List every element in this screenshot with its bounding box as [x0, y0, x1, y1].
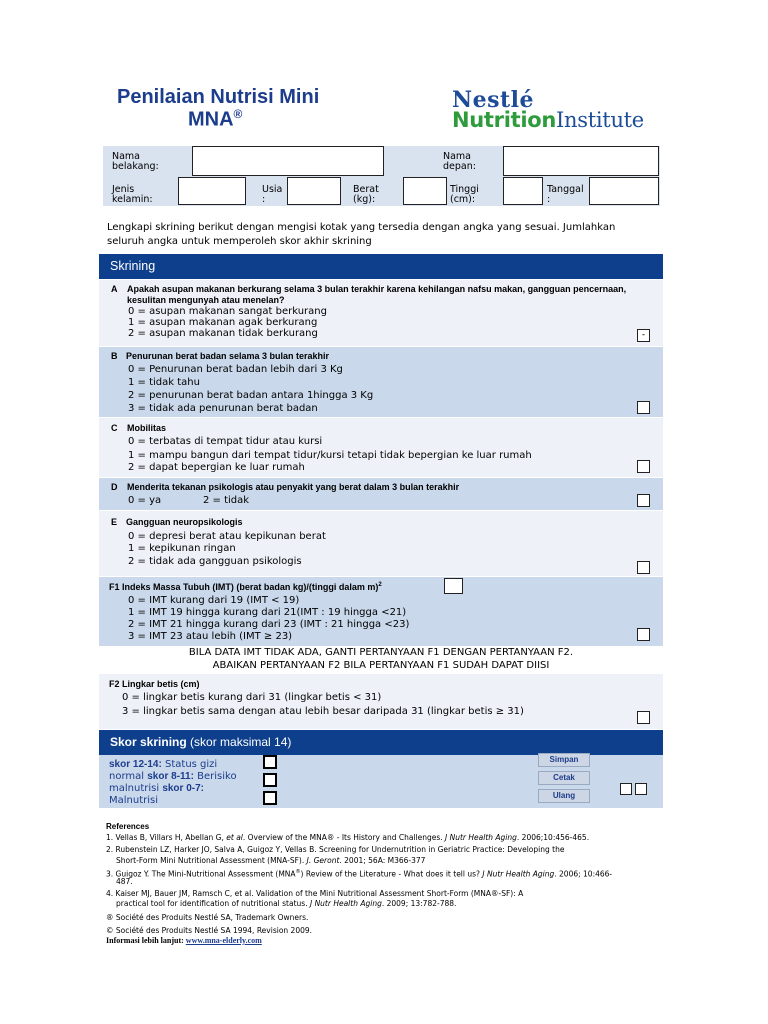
question-b-option-0: 0 = Penurunan berat badan lebih dari 3 Kg: [128, 364, 343, 375]
question-c-option-1: 1 = mampu bangun dari tempat tidur/kursi tetapi tidak bepergian ke luar rumah: [128, 450, 532, 461]
nutrition-institute-logo: [452, 108, 644, 132]
reference-2-part-b: Short-Form Mini Nutritional Assessment (MNA-SF).: [116, 856, 307, 865]
reference-3-line-1: [106, 868, 612, 879]
surname-label: Nama belakang:: [112, 151, 159, 172]
surname-field[interactable]: [192, 146, 384, 176]
reference-4-part-b: practical tool for identification of nutritional status.: [116, 899, 310, 908]
bmi-input-box[interactable]: [444, 578, 463, 594]
reference-3-line-2: 487.: [116, 877, 133, 886]
question-a-letter: A: [111, 284, 118, 294]
question-f2-option-0: 0 = lingkar betis kurang dari 31 (lingkar betis < 31): [122, 692, 382, 703]
normal-status-checkbox[interactable]: [263, 755, 277, 769]
date-label: Tanggal :: [547, 184, 584, 205]
nestle-logo-text: Nestlé: [452, 87, 535, 113]
registered-mark: ®: [233, 107, 243, 121]
mna-title: MNA: [188, 108, 234, 131]
question-f1-option-2: 2 = IMT 21 hingga kurang dari 23 (IMT : 21 hingga <23): [128, 619, 410, 630]
score-range-risk: skor 8-11:: [147, 771, 194, 782]
reference-2-part-d: . 2001; 56A: M366-377: [339, 856, 426, 865]
score-subtitle: (skor maksimal 14): [190, 735, 292, 749]
question-e-letter: E: [111, 517, 118, 527]
score-range-malnourished: skor 0-7:: [162, 783, 204, 794]
reference-3-part-b: ) Review of the Literature - What does it tell us?: [300, 869, 483, 879]
f-note-line-1: BILA DATA IMT TIDAK ADA, GANTI PERTANYAAN F1 DENGAN PERTANYAAN F2.: [188, 647, 574, 658]
height-label: Tinggi (cm):: [450, 184, 479, 205]
question-e-option-1: 1 = kepikunan ringan: [128, 543, 236, 554]
reference-1-part-b: et al: [226, 833, 243, 842]
reference-1: [106, 833, 589, 842]
question-a-option-1: 1 = asupan makanan agak berkurang: [128, 317, 318, 328]
reference-2-journal: J. Geront: [306, 856, 340, 865]
question-c-option-2: 2 = dapat bepergian ke luar rumah: [128, 462, 305, 473]
reference-1-journal: J Nutr Health Aging: [445, 833, 517, 842]
question-a-text: Apakah asupan makanan berkurang selama 3 bulan terakhir karena kehilangan nafsu makan, gangguan pencernaan, kesulitan mengunyah atau menelan?: [127, 284, 627, 305]
more-info-link[interactable]: www.mna-elderly.com: [185, 936, 262, 945]
save-button[interactable]: Simpan: [538, 753, 590, 767]
question-d-text: Menderita tekanan psikologis atau penyakit yang berat dalam 3 bulan terakhir: [127, 482, 460, 492]
date-field[interactable]: [589, 177, 659, 205]
question-a-option-2: 2 = asupan makanan tidak berkurang: [128, 328, 318, 339]
score-title: Skor skrining: [110, 735, 187, 749]
screening-header: Skrining: [99, 254, 663, 279]
score-header: [99, 730, 663, 755]
f-note-line-2: ABAIKAN PERTANYAAN F2 BILA PERTANYAAN F1 SUDAH DAPAT DIISI: [212, 660, 550, 671]
reset-button[interactable]: Ulang: [538, 789, 590, 803]
logo-institute: Institute: [556, 108, 644, 132]
score-text-risk: Berisiko: [197, 771, 237, 782]
instructions-text: Lengkapi skrining berikut dengan mengisi kotak yang tersedia dengan angka yang sesuai. Jumlahkan seluruh angka untuk memperoleh skor akhir skrining: [107, 222, 616, 247]
risk-status-checkbox[interactable]: [263, 773, 277, 787]
reference-3-journal: J Nutr Health Aging: [482, 869, 555, 879]
question-b-score-box[interactable]: [637, 401, 650, 414]
firstname-label: Nama depan:: [443, 151, 476, 172]
reference-4-journal: J Nutr Health Aging: [309, 899, 382, 908]
question-e-score-box[interactable]: [637, 561, 650, 574]
more-info-label: Informasi lebih lanjut:: [106, 936, 186, 945]
firstname-field[interactable]: [503, 146, 659, 176]
trademark-line: ® Société des Produits Nestlé SA, Trademark Owners.: [106, 913, 309, 922]
reference-4-line-1: 4. Kaiser MJ, Bauer JM, Ramsch C, et al. Validation of the Mini Nutritional Assessment Short-Form (MNA®-SF): A: [106, 889, 524, 898]
question-d-option-no: 2 = tidak: [203, 495, 250, 506]
score-text-normal: normal: [109, 771, 145, 782]
question-f2-text: F2 Lingkar betis (cm): [109, 679, 200, 689]
question-f2-option-1: 3 = lingkar betis sama dengan atau lebih besar daripada 31 (lingkar betis ≥ 31): [122, 706, 524, 717]
total-score-box-1[interactable]: [620, 783, 632, 795]
reference-1-part-a: 1. Vellas B, Villars H, Abellan G,: [106, 833, 227, 842]
question-a-option-0: 0 = asupan makanan sangat berkurang: [128, 306, 327, 317]
reference-3-part-a: 3. Guigoz Y. The Mini-Nutritional Assessment (MNA: [106, 869, 296, 879]
age-field[interactable]: [287, 177, 341, 205]
question-b-option-1: 1 = tidak tahu: [128, 377, 200, 388]
reference-2-line-2: [116, 856, 425, 865]
logo-nutrition: Nutrition: [452, 108, 557, 132]
question-b-option-3: 3 = tidak ada penurunan berat badan: [128, 403, 318, 414]
question-d-option-yes: 0 = ya: [128, 495, 162, 506]
references-heading: References: [106, 822, 150, 831]
question-b-text: Penurunan berat badan selama 3 bulan terakhir: [126, 351, 330, 361]
question-f1-label: F1 Indeks Massa Tubuh (IMT) (berat badan kg)/(tinggi dalam m): [109, 582, 379, 592]
weight-label: Berat (kg):: [353, 184, 379, 205]
reference-1-part-e: . 2006;10:456-465.: [516, 833, 590, 842]
question-e-text: Gangguan neuropsikologis: [126, 517, 243, 527]
score-text-status: Status gizi: [165, 759, 218, 770]
age-label: Usia :: [262, 184, 283, 205]
malnourished-status-checkbox[interactable]: [263, 791, 277, 805]
question-b-option-2: 2 = penurunan berat badan antara 1hingga 3 Kg: [128, 390, 374, 401]
page-subtitle: [188, 107, 242, 132]
question-e-option-0: 0 = depresi berat atau kepikunan berat: [128, 531, 326, 542]
copyright-line: © Société des Produits Nestlé SA 1994, Revision 2009.: [106, 926, 313, 935]
question-f1-text: [109, 580, 382, 593]
score-legend-row-1: [109, 759, 237, 771]
score-legend-row-2: [109, 771, 237, 783]
reference-3-part-d: . 2006; 10:466-: [554, 869, 613, 879]
question-c-option-0: 0 = terbatas di tempat tidur atau kursi: [128, 436, 323, 447]
question-f1-option-1: 1 = IMT 19 hingga kurang dari 21(IMT : 19 hingga <21): [128, 607, 407, 618]
question-f1-sup: 2: [378, 582, 382, 588]
page-title: Penilaian Nutrisi Mini: [117, 86, 320, 108]
question-f1-score-box[interactable]: [637, 628, 650, 641]
question-e-option-2: 2 = tidak ada gangguan psikologis: [128, 556, 302, 567]
reference-3-sup: ®: [295, 869, 301, 875]
question-c-letter: C: [111, 423, 118, 433]
print-button[interactable]: Cetak: [538, 771, 590, 785]
height-field[interactable]: [503, 177, 543, 205]
weight-field[interactable]: [403, 177, 447, 205]
score-legend: [109, 759, 237, 807]
question-f1-option-3: 3 = IMT 23 atau lebih (IMT ≥ 23): [128, 631, 293, 642]
reference-4-line-2: [116, 899, 456, 908]
question-c-score-box[interactable]: [637, 460, 650, 473]
question-b-letter: B: [111, 351, 118, 361]
sex-label: Jenis kelamin:: [112, 184, 153, 205]
question-a-score-box[interactable]: -: [637, 329, 650, 342]
question-d-letter: D: [111, 482, 118, 492]
more-info: [106, 936, 262, 945]
question-f1-option-0: 0 = IMT kurang dari 19 (IMT < 19): [128, 595, 300, 606]
score-legend-row-4: Malnutrisi: [109, 795, 159, 806]
question-f2-score-box[interactable]: [637, 711, 650, 724]
score-legend-row-3: [109, 783, 237, 795]
reference-2-line-1: 2. Rubenstein LZ, Harker JO, Salva A, Guigoz Y, Vellas B. Screening for Undernutrition in Geriatric Practice: Developing the: [106, 845, 565, 854]
reference-1-part-c: . Overview of the MNA® - Its History and Challenges.: [242, 833, 446, 842]
sex-field[interactable]: [178, 177, 246, 205]
question-d-score-box[interactable]: [637, 494, 650, 507]
reference-4-part-d: . 2009; 13:782-788.: [381, 899, 457, 908]
score-range-normal: skor 12-14:: [109, 759, 162, 770]
question-c-text: Mobilitas: [127, 423, 167, 433]
score-text-malnutrition-risk: malnutrisi: [109, 783, 160, 794]
total-score-box-2[interactable]: [635, 783, 647, 795]
